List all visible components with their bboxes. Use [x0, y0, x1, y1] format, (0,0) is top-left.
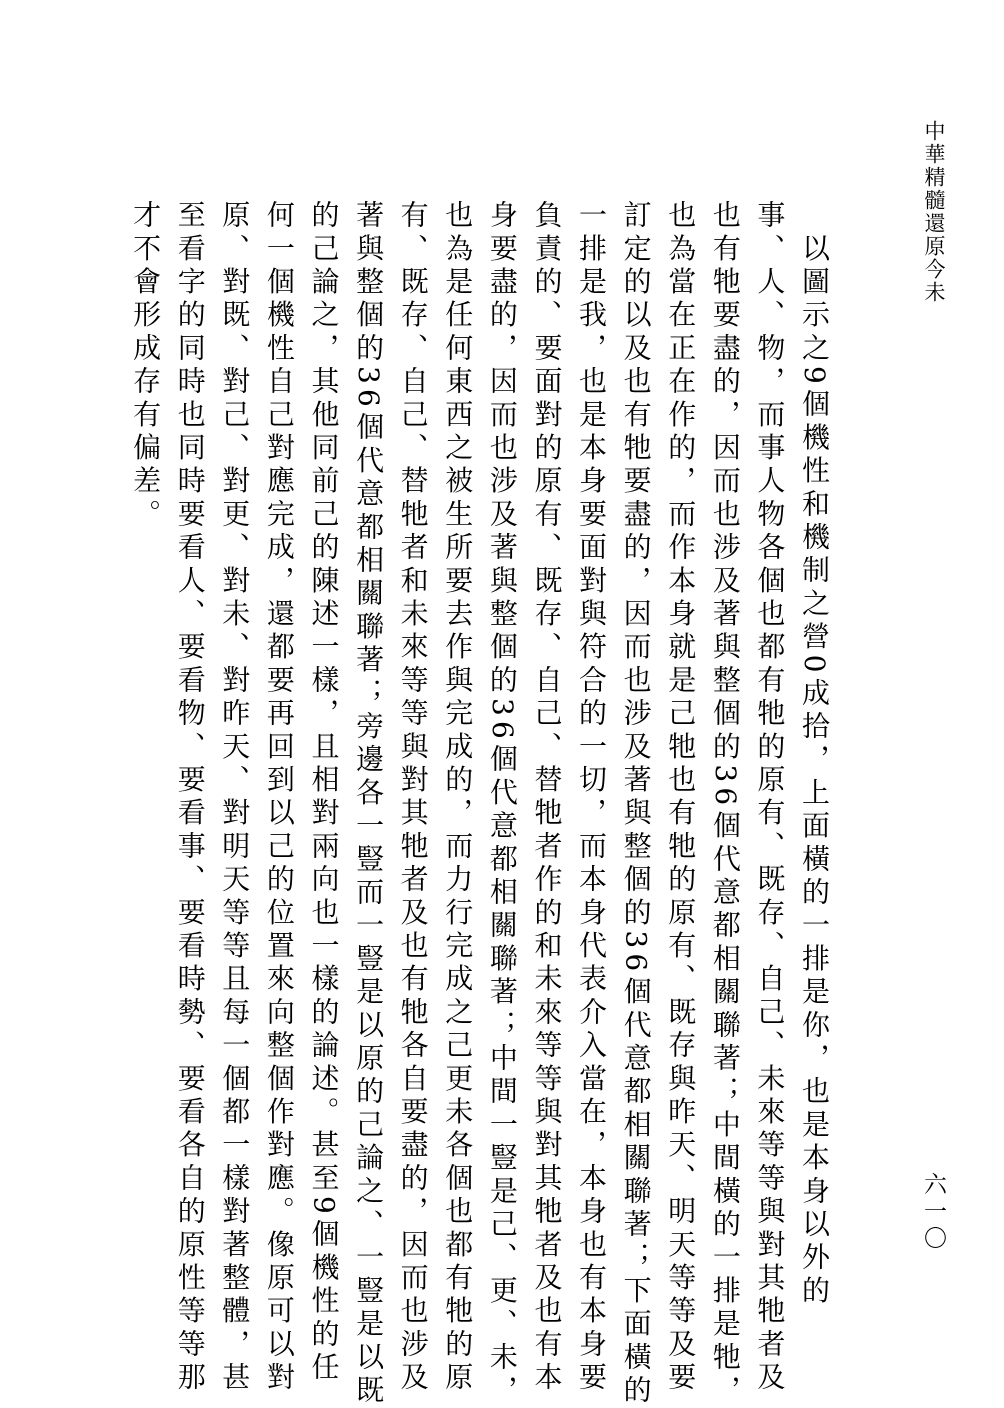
text-column: 訂定的以及也有牠要盡的，因而也涉及著與整個的36個代意都相關聯著；下面橫的: [619, 200, 653, 1408]
text-column: 原、對既、對己、對更、對未、對昨天、對明天等等且每一個都一樣對著整體，甚: [218, 200, 252, 1396]
text-column: 有、既存、自己、替牠者和未來等等與對其牠者及也有牠各自要盡的，因而也涉及: [396, 200, 430, 1396]
text-column: 負責的、要面對的原有、既存、自己、替牠者作的和未來等等與對其牠者及也有本: [530, 200, 564, 1396]
text-column: 事、人、物，而事人物各個也都有牠的原有、既存、自己、未來等等與對其牠者及: [753, 200, 787, 1396]
text-column: 也有牠要盡的，因而也涉及著與整個的36個代意都相關聯著；中間橫的一排是牠，: [708, 200, 742, 1408]
page-number: 六一〇: [920, 1172, 946, 1253]
running-title: 中華精髓還原今未: [922, 120, 946, 304]
text-column: 身要盡的，因而也涉及著與整個的36個代意都相關聯著；中間一豎是己、更、未，: [485, 200, 519, 1408]
body-text: [123, 200, 837, 1408]
text-column: 才不會形成存有偏差。: [129, 200, 163, 532]
text-column: 何一個機性自己對應完成，還都要再回到以己的位置來向整個作對應。像原可以對: [262, 200, 296, 1396]
text-column: 的己論之，其他同前己的陳述一樣，且相對兩向也一樣的論述。甚至9個機性的任: [307, 200, 341, 1386]
text-column: 至看字的同時也同時要看人、要看物、要看事、要看時勢、要看各自的原性等等那: [173, 200, 207, 1396]
text-column: 也為當在正在作的，而作本身就是己牠也有牠的原有、既存與昨天、明天等等及要: [664, 200, 698, 1396]
text-column: 以圖示之9個機性和機制之營0成拾，上面橫的一排是你，也是本身以外的: [798, 200, 831, 1309]
text-column: 一排是我，也是本身要面對與符合的一切，而本身代表介入當在，本身也有本身要: [575, 200, 609, 1396]
text-column: 也為是任何東西之被生所要去作與完成的，而力行完成之己更未各個也都有牠的原: [441, 200, 475, 1396]
text-column: 著與整個的36個代意都相關聯著；旁邊各一豎而一豎是以原的己論之、一豎是以既: [352, 200, 386, 1408]
